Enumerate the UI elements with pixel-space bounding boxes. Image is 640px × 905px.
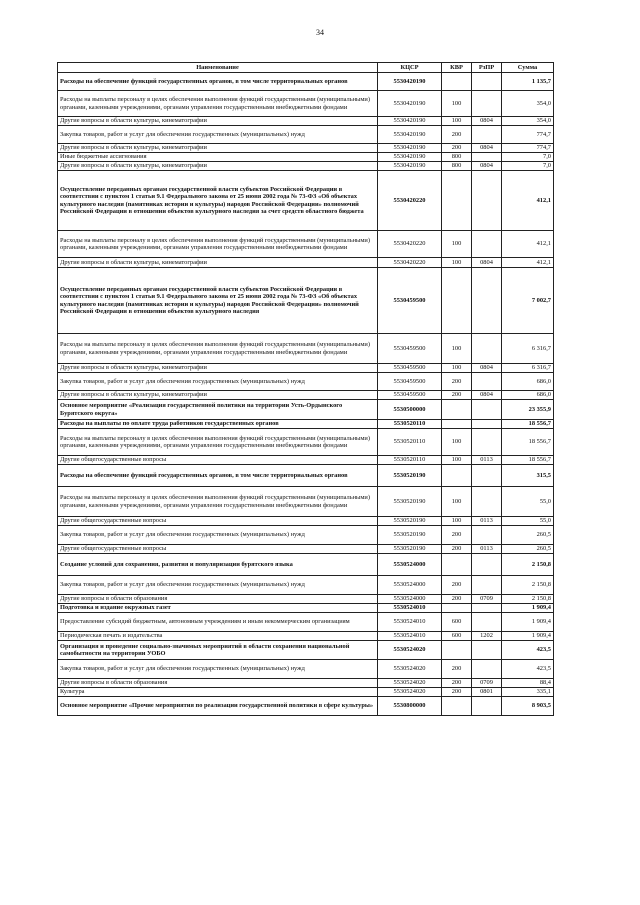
table-row <box>58 144 554 153</box>
cell-kcsr: 5530459500 <box>378 364 442 373</box>
cell-sum: 1 909,4 <box>502 613 554 632</box>
cell-sum: 686,0 <box>502 391 554 400</box>
table-row <box>58 153 554 162</box>
cell-name: Другие вопросы в области образования <box>58 679 378 688</box>
cell-kcsr: 5530520110 <box>378 456 442 465</box>
cell-sum: 260,5 <box>502 526 554 545</box>
cell-kvr <box>442 604 472 613</box>
cell-name: Культура <box>58 688 378 697</box>
table-row <box>58 545 554 554</box>
cell-kcsr: 5530524020 <box>378 641 442 660</box>
cell-rzpr <box>472 400 502 420</box>
cell-rzpr <box>472 613 502 632</box>
cell-name: Организация и проведение социально-значимых мероприятий в области сохранения национальной самобытности на территории УОБО <box>58 641 378 660</box>
cell-kvr: 100 <box>442 364 472 373</box>
table-row <box>58 613 554 632</box>
cell-kcsr: 5530500000 <box>378 400 442 420</box>
cell-sum: 412,1 <box>502 258 554 268</box>
cell-name: Другие общегосударственные вопросы <box>58 545 378 554</box>
cell-name: Создание условий для сохранения, развития и популяризации бурятского языка <box>58 554 378 576</box>
cell-name: Расходы на выплаты персоналу в целях обеспечения выполнения функций государственными (муниципальными) органами, казенными учреждениями, органами управления государственными внебюджетными фондами <box>58 91 378 117</box>
table-row <box>58 391 554 400</box>
cell-name: Расходы на выплаты по оплате труда работников государственных органов <box>58 420 378 429</box>
cell-sum: 7,0 <box>502 162 554 171</box>
cell-rzpr <box>472 334 502 364</box>
cell-kvr <box>442 554 472 576</box>
cell-name: Расходы на выплаты персоналу в целях обеспечения выполнения функций государственными (муниципальными) органами, казенными учреждениями, органами управления государственными внебюджетными фондами <box>58 334 378 364</box>
cell-rzpr <box>472 576 502 595</box>
cell-kvr: 100 <box>442 517 472 526</box>
cell-rzpr: 0804 <box>472 364 502 373</box>
cell-kvr <box>442 171 472 231</box>
cell-kvr: 200 <box>442 391 472 400</box>
cell-kcsr: 5530420190 <box>378 144 442 153</box>
cell-sum: 423,5 <box>502 660 554 679</box>
cell-rzpr: 0804 <box>472 162 502 171</box>
cell-kvr: 100 <box>442 487 472 517</box>
cell-name: Расходы на выплаты персоналу в целях обеспечения выполнения функций государственными (муниципальными) органами, казенными учреждениями, органами управления государственными внебюджетными фондами <box>58 429 378 456</box>
table-row <box>58 373 554 391</box>
table-row <box>58 595 554 604</box>
cell-name: Осуществление переданных органам государственной власти субъектов Российской Федерации в соответствии с пунктом 1 статьи 9.1 Федерального закона от 25 июня 2002 года № 73-ФЗ «Об объектах культурного наследия (памятниках истории и культуры) народов Российской Федерации» полномочий Российской Федерации в отношении объектов культурного наследия <box>58 268 378 334</box>
cell-name: Закупка товаров, работ и услуг для обеспечения государственных (муниципальных) нужд <box>58 126 378 144</box>
cell-rzpr: 1202 <box>472 632 502 641</box>
table-row <box>58 258 554 268</box>
cell-rzpr <box>472 554 502 576</box>
cell-kcsr: 5530420190 <box>378 91 442 117</box>
cell-sum: 23 355,9 <box>502 400 554 420</box>
cell-name: Закупка товаров, работ и услуг для обеспечения государственных (муниципальных) нужд <box>58 373 378 391</box>
cell-kcsr: 5530459500 <box>378 334 442 364</box>
cell-kcsr: 5530520190 <box>378 545 442 554</box>
cell-name: Другие вопросы в области культуры, кинематографии <box>58 258 378 268</box>
cell-kcsr: 5530420190 <box>378 117 442 126</box>
cell-kcsr: 5530524000 <box>378 554 442 576</box>
cell-kvr: 200 <box>442 526 472 545</box>
cell-kvr: 200 <box>442 545 472 554</box>
cell-name: Основное мероприятие «Прочие мероприятия по реализации государственной политики в сфере культуры» <box>58 697 378 716</box>
cell-name: Другие общегосударственные вопросы <box>58 517 378 526</box>
cell-name: Другие вопросы в области культуры, кинематографии <box>58 144 378 153</box>
cell-kcsr: 5530420220 <box>378 231 442 258</box>
cell-kcsr: 5530520190 <box>378 487 442 517</box>
cell-sum: 8 903,5 <box>502 697 554 716</box>
cell-kvr: 100 <box>442 258 472 268</box>
cell-kvr <box>442 420 472 429</box>
cell-kvr: 200 <box>442 688 472 697</box>
table-row <box>58 697 554 716</box>
cell-rzpr: 0709 <box>472 595 502 604</box>
table-row <box>58 334 554 364</box>
cell-sum: 18 556,7 <box>502 420 554 429</box>
cell-name: Другие вопросы в области культуры, кинематографии <box>58 162 378 171</box>
cell-sum: 18 556,7 <box>502 456 554 465</box>
cell-rzpr: 0804 <box>472 144 502 153</box>
cell-kvr <box>442 641 472 660</box>
cell-sum: 6 316,7 <box>502 334 554 364</box>
cell-rzpr <box>472 465 502 487</box>
cell-name: Периодическая печать и издательства <box>58 632 378 641</box>
cell-sum: 1 909,4 <box>502 632 554 641</box>
table-header-row <box>58 63 554 73</box>
cell-rzpr <box>472 641 502 660</box>
cell-kcsr: 5530520190 <box>378 517 442 526</box>
cell-rzpr <box>472 268 502 334</box>
table-row <box>58 604 554 613</box>
cell-kcsr: 5530524000 <box>378 595 442 604</box>
cell-kcsr: 5530524010 <box>378 613 442 632</box>
table-row <box>58 641 554 660</box>
cell-sum: 774,7 <box>502 126 554 144</box>
table-row <box>58 91 554 117</box>
cell-kvr: 100 <box>442 456 472 465</box>
cell-rzpr <box>472 526 502 545</box>
cell-kcsr: 5530520110 <box>378 420 442 429</box>
header-kcsr: КЦСР <box>378 63 442 73</box>
cell-rzpr <box>472 660 502 679</box>
cell-rzpr <box>472 153 502 162</box>
cell-sum: 1 135,7 <box>502 73 554 91</box>
cell-sum: 335,1 <box>502 688 554 697</box>
cell-sum: 6 316,7 <box>502 364 554 373</box>
table-row <box>58 364 554 373</box>
cell-kvr: 100 <box>442 231 472 258</box>
cell-kvr <box>442 268 472 334</box>
cell-name: Расходы на обеспечение функций государственных органов, в том числе территориальных органов <box>58 73 378 91</box>
cell-name: Подготовка и издание окружных газет <box>58 604 378 613</box>
table-row <box>58 162 554 171</box>
table-row <box>58 679 554 688</box>
cell-kcsr: 5530524010 <box>378 632 442 641</box>
cell-name: Закупка товаров, работ и услуг для обеспечения государственных (муниципальных) нужд <box>58 526 378 545</box>
cell-sum: 260,5 <box>502 545 554 554</box>
cell-kcsr: 5530420220 <box>378 171 442 231</box>
cell-sum: 18 556,7 <box>502 429 554 456</box>
cell-kvr: 200 <box>442 144 472 153</box>
cell-rzpr <box>472 420 502 429</box>
cell-kcsr: 5530520110 <box>378 429 442 456</box>
table-row <box>58 268 554 334</box>
cell-rzpr: 0804 <box>472 117 502 126</box>
cell-kvr <box>442 697 472 716</box>
cell-rzpr <box>472 487 502 517</box>
cell-rzpr <box>472 126 502 144</box>
cell-kcsr: 5530524000 <box>378 576 442 595</box>
cell-rzpr: 0804 <box>472 391 502 400</box>
cell-sum: 1 909,4 <box>502 604 554 613</box>
cell-sum: 7 002,7 <box>502 268 554 334</box>
cell-rzpr <box>472 73 502 91</box>
cell-rzpr: 0113 <box>472 517 502 526</box>
cell-kvr: 100 <box>442 91 472 117</box>
cell-kvr: 200 <box>442 576 472 595</box>
cell-sum: 88,4 <box>502 679 554 688</box>
header-rzpr: РзПР <box>472 63 502 73</box>
cell-kvr <box>442 400 472 420</box>
cell-name: Иные бюджетные ассигнования <box>58 153 378 162</box>
cell-sum: 7,0 <box>502 153 554 162</box>
cell-sum: 774,7 <box>502 144 554 153</box>
cell-sum: 412,1 <box>502 171 554 231</box>
header-name: Наименование <box>58 63 378 73</box>
cell-rzpr <box>472 697 502 716</box>
cell-kvr: 600 <box>442 632 472 641</box>
table-row <box>58 632 554 641</box>
cell-kcsr: 5530459500 <box>378 391 442 400</box>
table-row <box>58 73 554 91</box>
cell-kvr: 200 <box>442 660 472 679</box>
cell-name: Расходы на выплаты персоналу в целях обеспечения выполнения функций государственными (муниципальными) органами, казенными учреждениями, органами управления государственными внебюджетными фондами <box>58 487 378 517</box>
cell-kcsr: 5530524020 <box>378 688 442 697</box>
cell-rzpr <box>472 604 502 613</box>
cell-name: Осуществление переданных органам государственной власти субъектов Российской Федерации в соответствии с пунктом 1 статьи 9.1 Федерального закона от 25 июня 2002 года № 73-ФЗ «Об объектах культурного наследия (памятниках истории и культуры) народов Российской Федерации» полномочий Российской Федерации в отношении объектов культурного наследия за счет средств областного бюджета <box>58 171 378 231</box>
table-row <box>58 487 554 517</box>
cell-sum: 2 150,8 <box>502 576 554 595</box>
cell-kvr: 200 <box>442 679 472 688</box>
cell-kvr: 800 <box>442 162 472 171</box>
cell-kvr: 200 <box>442 373 472 391</box>
cell-sum: 354,0 <box>502 91 554 117</box>
cell-kcsr: 5530420220 <box>378 258 442 268</box>
table-row <box>58 429 554 456</box>
header-sum: Сумма <box>502 63 554 73</box>
cell-rzpr <box>472 429 502 456</box>
cell-sum: 55,0 <box>502 517 554 526</box>
cell-rzpr: 0113 <box>472 545 502 554</box>
table-body <box>58 73 554 716</box>
cell-kvr: 600 <box>442 613 472 632</box>
cell-kvr <box>442 73 472 91</box>
cell-name: Другие общегосударственные вопросы <box>58 456 378 465</box>
cell-sum: 412,1 <box>502 231 554 258</box>
table-row <box>58 126 554 144</box>
table-row <box>58 400 554 420</box>
cell-kvr: 100 <box>442 334 472 364</box>
cell-kcsr: 5530459500 <box>378 268 442 334</box>
cell-name: Другие вопросы в области культуры, кинематографии <box>58 364 378 373</box>
cell-kcsr: 5530524020 <box>378 679 442 688</box>
cell-rzpr <box>472 231 502 258</box>
table-row <box>58 171 554 231</box>
cell-kcsr: 5530420190 <box>378 153 442 162</box>
table-row <box>58 554 554 576</box>
cell-rzpr: 0801 <box>472 688 502 697</box>
table-row <box>58 456 554 465</box>
cell-kcsr: 5530420190 <box>378 162 442 171</box>
cell-name: Расходы на обеспечение функций государственных органов, в том числе территориальных органов <box>58 465 378 487</box>
cell-kcsr: 5530524020 <box>378 660 442 679</box>
cell-sum: 2 150,8 <box>502 595 554 604</box>
cell-name: Расходы на выплаты персоналу в целях обеспечения выполнения функций государственными (муниципальными) органами, казенными учреждениями, органами управления государственными внебюджетными фондами <box>58 231 378 258</box>
cell-sum: 55,0 <box>502 487 554 517</box>
cell-name: Закупка товаров, работ и услуг для обеспечения государственных (муниципальных) нужд <box>58 576 378 595</box>
cell-kcsr: 5530524010 <box>378 604 442 613</box>
table-row <box>58 117 554 126</box>
cell-kcsr: 5530420190 <box>378 73 442 91</box>
cell-kvr: 800 <box>442 153 472 162</box>
cell-kvr: 100 <box>442 429 472 456</box>
table-row <box>58 526 554 545</box>
cell-rzpr <box>472 373 502 391</box>
cell-rzpr: 0709 <box>472 679 502 688</box>
table-row <box>58 465 554 487</box>
page-number: 34 <box>316 28 324 37</box>
cell-name: Закупка товаров, работ и услуг для обеспечения государственных (муниципальных) нужд <box>58 660 378 679</box>
cell-kvr: 200 <box>442 126 472 144</box>
table-row <box>58 576 554 595</box>
table-row <box>58 688 554 697</box>
cell-kcsr: 5530459500 <box>378 373 442 391</box>
table-row <box>58 231 554 258</box>
cell-kcsr: 5530520190 <box>378 465 442 487</box>
cell-rzpr: 0804 <box>472 258 502 268</box>
cell-sum: 686,0 <box>502 373 554 391</box>
cell-name: Другие вопросы в области образования <box>58 595 378 604</box>
table-row <box>58 420 554 429</box>
cell-name: Предоставление субсидий бюджетным, автономным учреждениям и иным некоммерческим организациям <box>58 613 378 632</box>
budget-table <box>57 62 554 716</box>
cell-kcsr: 5530520190 <box>378 526 442 545</box>
cell-rzpr: 0113 <box>472 456 502 465</box>
header-kvr: КВР <box>442 63 472 73</box>
cell-rzpr <box>472 171 502 231</box>
cell-kvr: 100 <box>442 117 472 126</box>
cell-kvr: 200 <box>442 595 472 604</box>
cell-rzpr <box>472 91 502 117</box>
cell-kcsr: 5530420190 <box>378 126 442 144</box>
cell-kcsr: 5530800000 <box>378 697 442 716</box>
table-row <box>58 517 554 526</box>
cell-sum: 423,5 <box>502 641 554 660</box>
cell-name: Другие вопросы в области культуры, кинематографии <box>58 391 378 400</box>
cell-sum: 2 150,8 <box>502 554 554 576</box>
table-row <box>58 660 554 679</box>
cell-sum: 315,5 <box>502 465 554 487</box>
cell-name: Другие вопросы в области культуры, кинематографии <box>58 117 378 126</box>
cell-sum: 354,0 <box>502 117 554 126</box>
cell-kvr <box>442 465 472 487</box>
cell-name: Основное мероприятие «Реализация государственной политики на территории Усть-Ордынского Бурятского округа» <box>58 400 378 420</box>
